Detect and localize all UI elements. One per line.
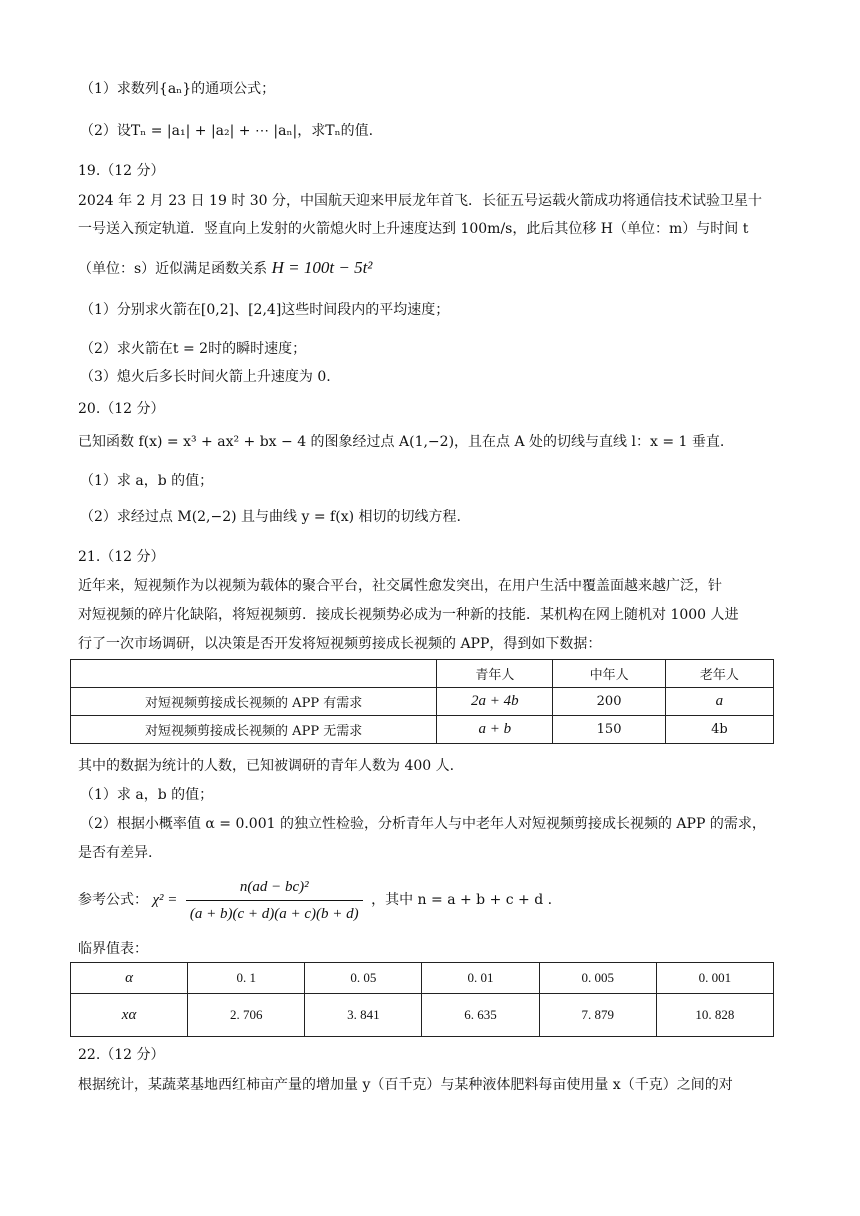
q22-stem-line1: 根据统计，某蔬菜基地西红柿亩产量的增加量 y（百千克）与某种液体肥料每亩使用量 x（千克）之间的对	[78, 1077, 733, 1093]
alpha-cell: 0. 01	[422, 963, 539, 994]
formula-label: 参考公式：	[78, 892, 148, 908]
alpha-cell: 0. 005	[539, 963, 656, 994]
q21-part1: （1）求 a，b 的值；	[80, 787, 214, 803]
q21-part2-line1: （2）根据小概率值 α = 0.001 的独立性检验，分析青年人与中老年人对短视频剪接成长视频的 APP 的需求，	[80, 816, 766, 832]
demand-table	[70, 659, 774, 744]
q21-stem-line1: 近年来，短视频作为以视频为载体的聚合平台，社交属性愈发突出，在用户生活中覆盖面越来越广泛，针	[78, 578, 722, 594]
table-header-cell: 中年人	[553, 660, 665, 688]
q20-stem: 已知函数 f(x) = x³ + ax² + bx − 4 的图象经过点 A(1,−2)，且在点 A 处的切线与直线 l：x = 1 垂直.	[78, 434, 725, 450]
q19-formula: H = 100t − 5t²	[271, 258, 373, 277]
formula-tail: ，其中 n = a + b + c + d .	[371, 892, 553, 908]
critical-value-table	[70, 962, 774, 1037]
q21-stem-line2: 对短视频的碎片化缺陷，将短视频剪．接成长视频势必成为一种新的技能．某机构在网上随机对 1000 人进	[78, 607, 739, 623]
q20-part1: （1）求 a，b 的值；	[80, 473, 214, 489]
table-header-cell: 老年人	[665, 660, 773, 688]
alpha-row	[71, 963, 774, 994]
q19-stem-line3	[78, 258, 790, 279]
alpha-cell: 0. 001	[656, 963, 773, 994]
q19-part1: （1）分别求火箭在[0,2]、[2,4]这些时间段内的平均速度；	[80, 302, 450, 318]
critical-value-cell: 6. 635	[422, 994, 539, 1037]
alpha-cell: 0. 1	[188, 963, 305, 994]
table-cell: 对短视频剪接成长视频的 APP 有需求	[71, 688, 437, 716]
table-cell: 200	[553, 688, 665, 716]
table-header-cell	[71, 660, 437, 688]
table-cell: 4b	[665, 716, 773, 744]
x-alpha-label-cell: xα	[71, 994, 188, 1037]
critical-value-label: 临界值表：	[78, 941, 148, 957]
q21-note: 其中的数据为统计的人数，已知被调研的青年人数为 400 人.	[78, 758, 455, 774]
critical-value-cell: 7. 879	[539, 994, 656, 1037]
q19-header: 19.（12 分）	[78, 163, 165, 179]
table-header-row	[71, 660, 774, 688]
table-row	[71, 716, 774, 744]
critical-value-row	[71, 994, 774, 1037]
critical-value-cell: 3. 841	[305, 994, 422, 1037]
critical-value-cell: 10. 828	[656, 994, 773, 1037]
q21-part2-line2: 是否有差异.	[78, 845, 153, 861]
table-cell: 150	[553, 716, 665, 744]
critical-value-cell: 2. 706	[188, 994, 305, 1037]
formula-denominator: (a + b)(c + d)(a + c)(b + d)	[189, 905, 359, 922]
table-cell: a + b	[437, 716, 553, 744]
q18-part1: （1）求数列{aₙ}的通项公式；	[80, 81, 276, 97]
table-cell: 2a + 4b	[437, 688, 553, 716]
formula-numerator: n(ad − bc)²	[186, 876, 363, 901]
q21-header: 21.（12 分）	[78, 549, 165, 565]
table-row	[71, 688, 774, 716]
alpha-label-cell: α	[71, 963, 188, 994]
formula-lhs: χ² =	[152, 892, 178, 908]
alpha-cell: 0. 05	[305, 963, 422, 994]
table-cell: 对短视频剪接成长视频的 APP 无需求	[71, 716, 437, 744]
reference-formula	[78, 872, 790, 928]
q18-part2: （2）设Tₙ = |a₁| + |a₂| + ⋯ |aₙ|，求Tₙ的值.	[80, 123, 374, 139]
q19-stem-line1: 2024 年 2 月 23 日 19 时 30 分，中国航天迎来甲辰龙年首飞．长征五号运载火箭成功将通信技术试验卫星十	[78, 193, 763, 209]
q19-part2: （2）求火箭在t = 2时的瞬时速度；	[80, 341, 307, 357]
table-cell: a	[665, 688, 773, 716]
q19-part3: （3）熄火后多长时间火箭上升速度为 0.	[80, 369, 331, 385]
q21-stem-line3: 行了一次市场调研，以决策是否开发将短视频剪接成长视频的 APP，得到如下数据：	[78, 636, 602, 652]
formula-fraction	[186, 876, 363, 925]
q19-stem-line2: 一号送入预定轨道．竖直向上发射的火箭熄火时上升速度达到 100m/s，此后其位移 H（单位：m）与时间 t	[78, 221, 749, 237]
q22-header: 22.（12 分）	[78, 1047, 165, 1063]
q19-stem3-text: （单位：s）近似满足函数关系	[78, 261, 268, 277]
q20-header: 20.（12 分）	[78, 401, 165, 417]
table-header-cell: 青年人	[437, 660, 553, 688]
q20-part2: （2）求经过点 M(2,−2) 且与曲线 y = f(x) 相切的切线方程.	[80, 509, 461, 525]
